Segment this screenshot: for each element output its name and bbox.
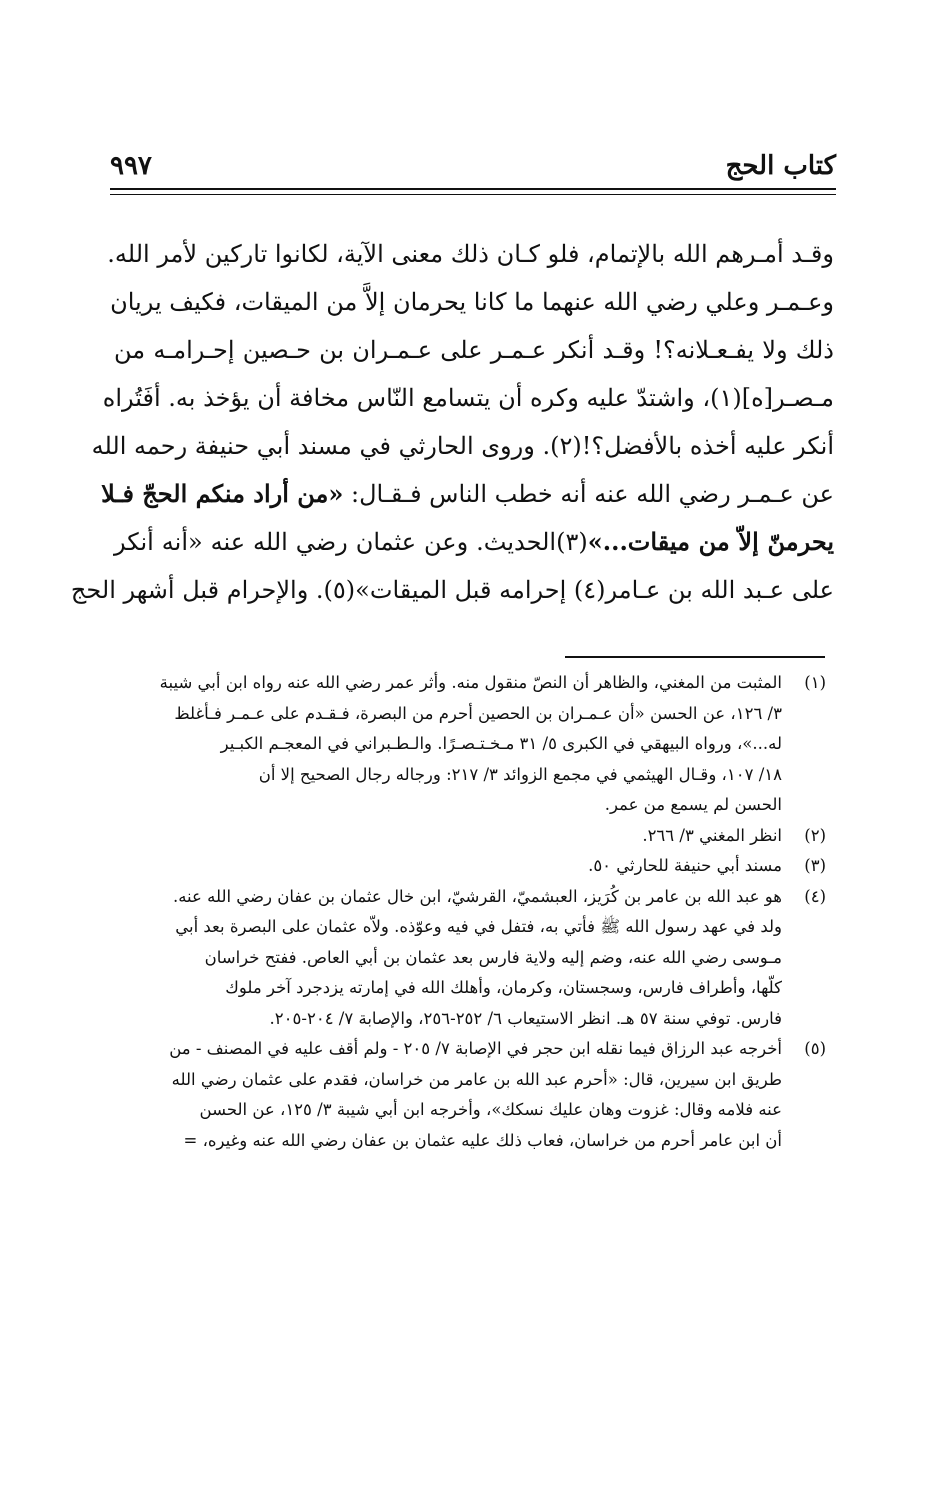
- header-rule-thin: [110, 194, 836, 195]
- footnote-number: (١): [804, 673, 826, 692]
- footnote-line: طريق ابن سيرين، قال: «أحرم عبد الله بن عامر من خراسان، فقدم على عثمان رضي الله: [171, 1069, 782, 1089]
- body-line: عن عـمـر رضي الله عنه أنه خطب الناس فـقـال: «من أراد منكم الحجّ فـلا: [101, 479, 834, 508]
- footnote-number: (٢): [804, 825, 826, 845]
- footnote-line: هو عبد الله بن عامر بن كُرَيز، العبشميّ، القرشيّ، ابن خال عثمان بن عفان رضي الله عنه.: [172, 886, 782, 906]
- footnote-line: كلّها، وأطراف فارس، وسجستان، وكرمان، وأهلك الله في إمارته يزدجرد آخر ملوك: [225, 978, 782, 997]
- footnote-line: عنه فلامه وقال: غزوت وهان عليك نسكك»، وأخرجه ابن أبي شيبة ٣/ ١٢٥، عن الحسن: [199, 1100, 782, 1119]
- page-header: [110, 148, 836, 188]
- footnote-line: ١٨/ ١٠٧، وقـال الهيثمي في مجمع الزوائد ٣/ ٢١٧: ورجاله رجال الصحيح إلا أن: [258, 764, 782, 784]
- body-line: يحرمنّ إلاّ من ميقات...»(٣)الحديث. وعن عثمان رضي الله عنه «أنه أنكر: [114, 527, 835, 556]
- hadith-quote: «من أراد منكم الحجّ فـلا: [101, 479, 344, 508]
- body-line: على عـبد الله بن عـامر(٤) إحرامه قبل الميقات»(٥). والإحرام قبل أشهر الحج: [70, 576, 834, 604]
- footnote-line: له...»، ورواه البيهقي في الكبرى ٥/ ٣١ مـخـتـصـرًا. والـطـبراني في المعجـم الكبـير: [220, 734, 782, 753]
- footnote-line: المثبت من المغني، والظاهر أن النصّ منقول منه. وأثر عمر رضي الله عنه رواه ابن أبي شيبة: [159, 673, 782, 692]
- footnote-line: مـوسى رضي الله عنه، وضم إليه ولاية فارس بعد عثمان بن أبي العاص. ففتح خراسان: [204, 947, 782, 967]
- body-line: أنكر عليه أخذه بالأفضل؟!(٢). وروى الحارثي في مسند أبي حنيفة رحمه الله: [91, 432, 834, 460]
- running-title: كتاب الحج: [725, 151, 836, 181]
- footnote-line: أن ابن عامر أحرم من خراسان، فعاب ذلك عليه عثمان بن عفان رضي الله عنه وغيره، =: [183, 1130, 782, 1150]
- page-number: ٩٩٧: [110, 151, 152, 181]
- footnote-line: انظر المغني ٣/ ٢٦٦.: [642, 825, 782, 845]
- body-line: مـصـر[ه](١)، واشتدّ عليه وكره أن يتسامع النّاس مخافة أن يؤخذ به. أفَتُراه: [102, 384, 834, 412]
- main-text: [70, 230, 835, 614]
- footnote-3: [90, 851, 826, 882]
- footnote-4: [90, 882, 826, 1035]
- footnote-line: ٣/ ١٢٦، عن الحسن «أن عـمـران بن الحصين أحرم من البصرة، فـقـدم على عـمـر فـأغلظ: [174, 703, 782, 723]
- hadith-quote: يحرمنّ إلاّ من ميقات...»: [587, 527, 835, 556]
- footnote-number: (٤): [804, 886, 826, 906]
- footnote-line: أخرجه عبد الرزاق فيما نقله ابن حجر في الإصابة ٧/ ٢٠٥ - ولم أقف عليه في المصنف - من: [169, 1039, 782, 1058]
- body-line: وعـمـر وعلي رضي الله عنهما ما كانا يحرمان إلاَّ من الميقات، فكيف يريان: [110, 288, 834, 316]
- footnote-2: [90, 821, 826, 852]
- footnote-number: (٥): [804, 1039, 826, 1058]
- footnotes: [90, 668, 826, 1156]
- footnote-5: [90, 1034, 826, 1156]
- footnote-line: الحسن لم يسمع من عمر.: [604, 795, 782, 814]
- footnote-number: (٣): [804, 856, 826, 875]
- body-line: وقـد أمـرهم الله بالإتمام، فلو كـان ذلك معنى الآية، لكانوا تاركين لأمر الله.: [107, 240, 834, 268]
- footnote-line: فارس. توفي سنة ٥٧ هـ. انظر الاستيعاب ٦/ ٢٥٢-٢٥٦، والإصابة ٧/ ٢٠٤-٢٠٥.: [269, 1008, 782, 1028]
- footnote-separator: [565, 656, 825, 658]
- footnote-line: ولد في عهد رسول الله ﷺ فأتي به، فتفل في فيه وعوّذه. ولاّه عثمان على البصرة بعد أبي: [175, 917, 782, 936]
- body-line: ذلك ولا يفـعـلانه؟! وقـد أنكر عـمـر على عـمـران بن حـصين إحـرامـه من: [114, 336, 834, 364]
- header-rule-thick: [110, 188, 836, 190]
- footnote-line: مسند أبي حنيفة للحارثي ٥٠.: [588, 856, 782, 875]
- footnote-1: [90, 668, 826, 821]
